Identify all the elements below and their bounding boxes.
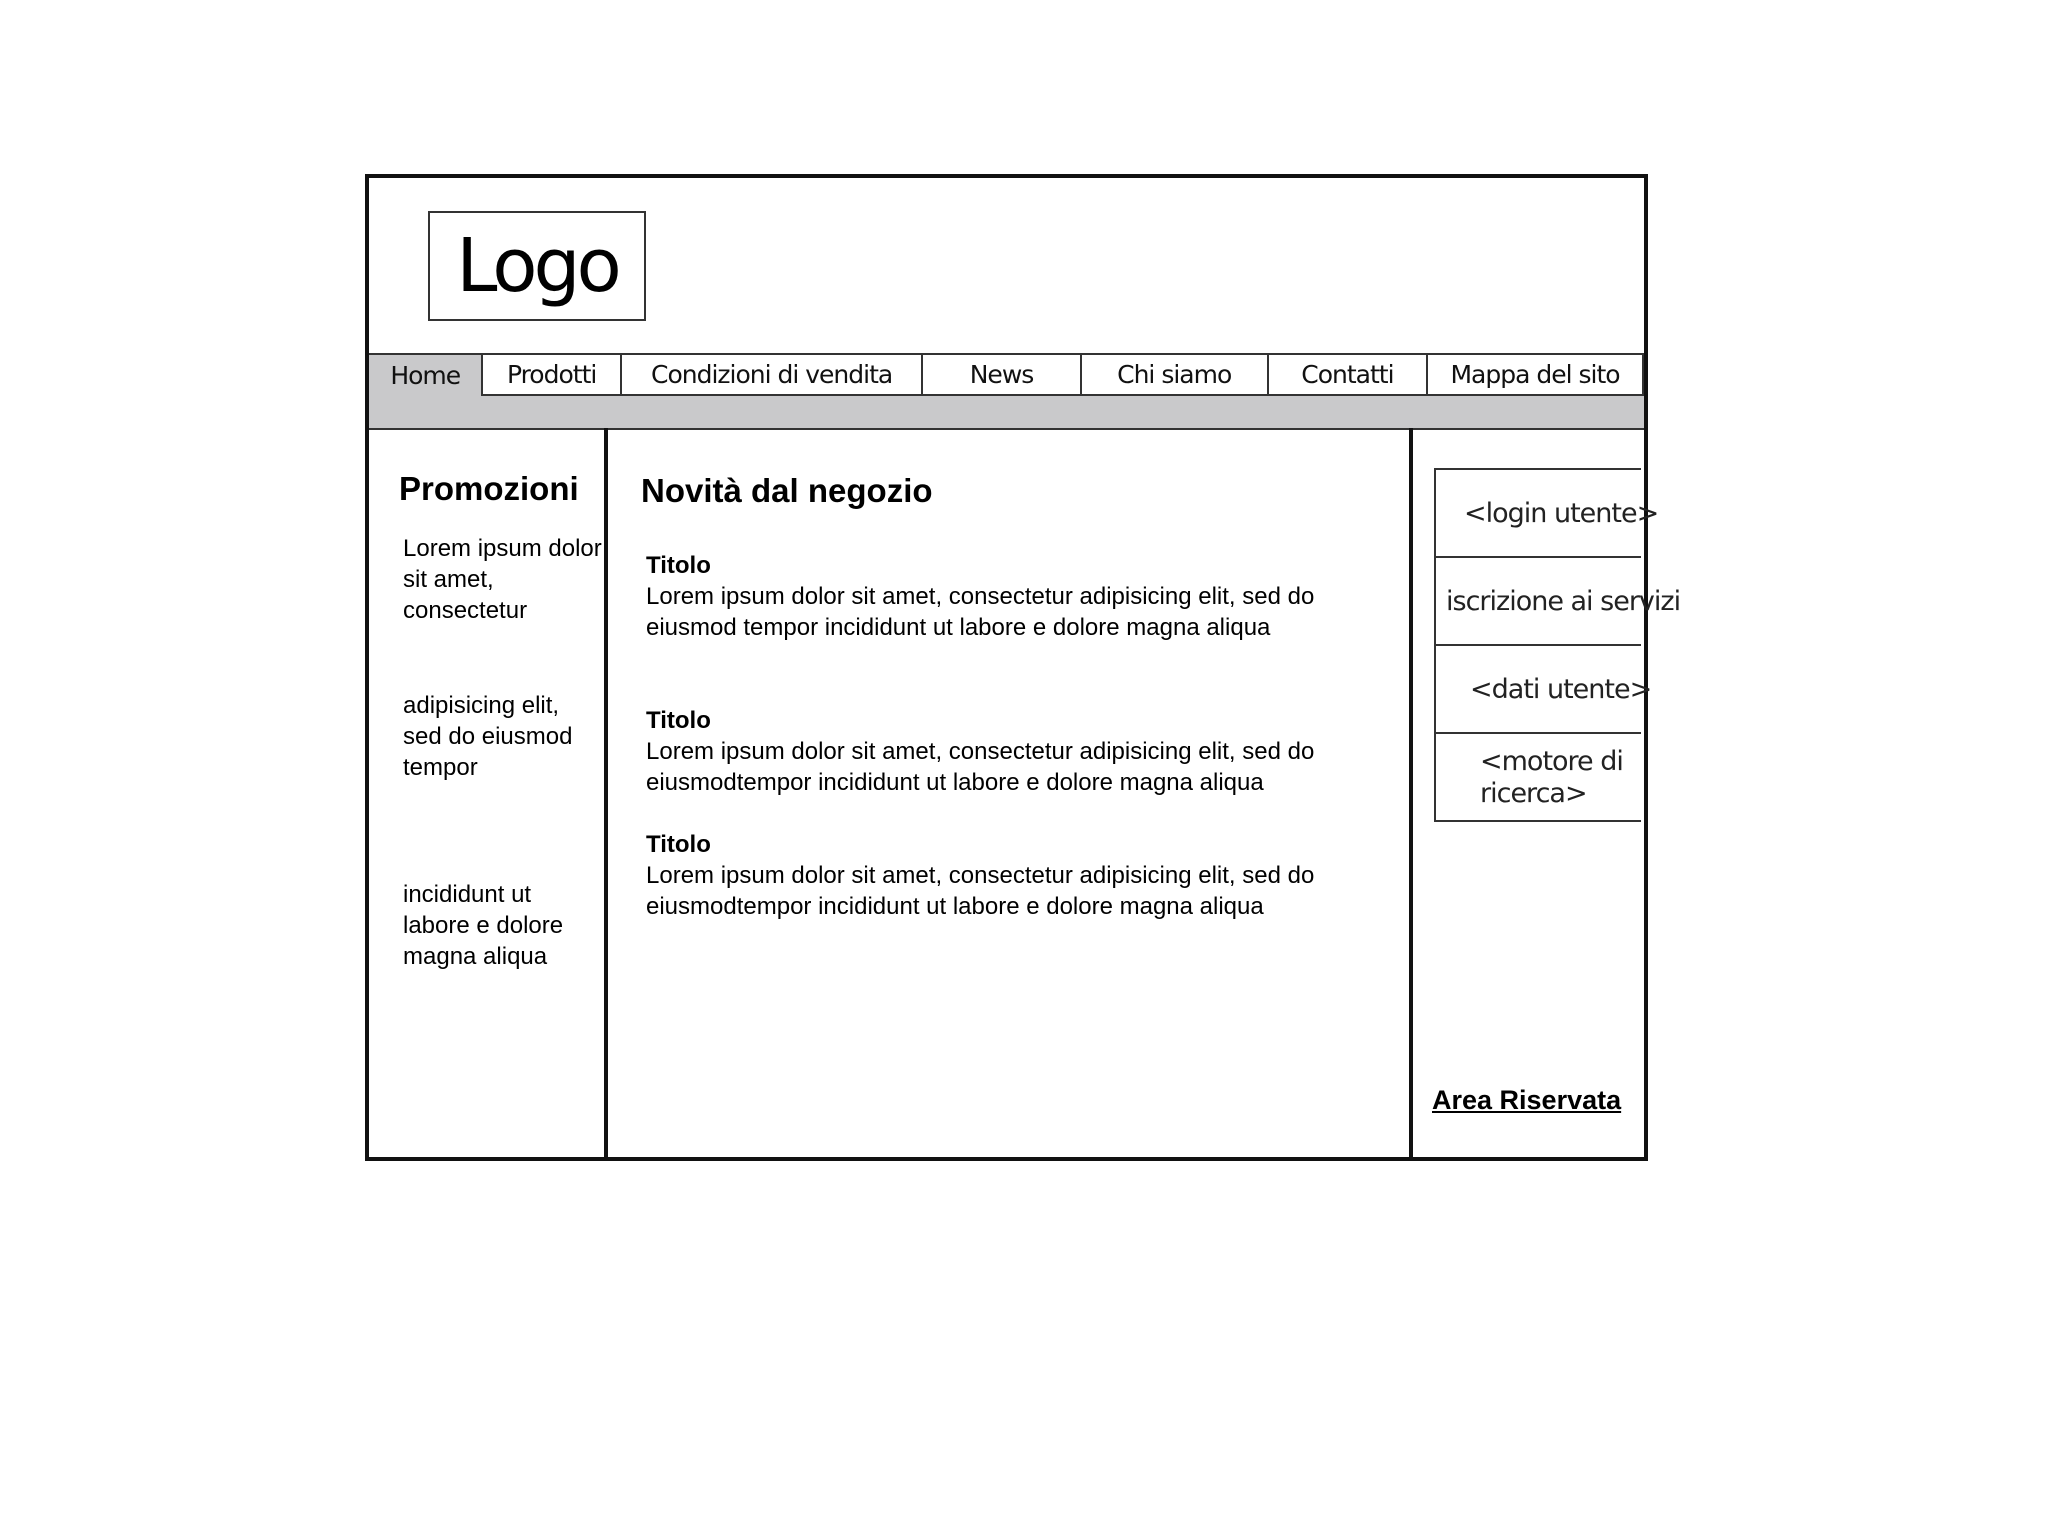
left-column-divider (604, 428, 608, 1161)
nav-tabs (369, 355, 1644, 396)
promotions-title: Promozioni (399, 470, 579, 507)
news-item-body: Lorem ipsum dolor sit amet, consectetur adipisicing elit, sed do eiusmod tempor incididunt ut labore e dolore magna aliqua (646, 583, 1315, 641)
site-logo[interactable]: Logo (428, 211, 646, 321)
tab-news[interactable]: News (921, 355, 1081, 396)
tab-home[interactable]: Home (369, 355, 483, 396)
reserved-area-link[interactable]: Area Riservata (1432, 1085, 1622, 1115)
tab-contatti[interactable]: Contatti (1267, 355, 1428, 396)
page-wireframe (365, 174, 1681, 1161)
news-item (646, 829, 1406, 922)
login-widget[interactable]: <login utente> (1436, 470, 1641, 558)
news-section-title: Novità dal negozio (641, 472, 933, 509)
tab-mappa-del-sito[interactable]: Mappa del sito (1426, 355, 1644, 396)
promotion-text: Lorem ipsum dolor sit amet, consectetur (403, 535, 602, 624)
promotion-text: adipisicing elit, sed do eiusmod tempor (403, 692, 573, 781)
news-item-title[interactable]: Titolo (646, 831, 711, 858)
news-item-title[interactable]: Titolo (646, 707, 711, 734)
services-subscription-link[interactable]: iscrizione ai servizi (1436, 558, 1641, 646)
search-engine-widget[interactable]: <motore di ricerca> (1480, 746, 1623, 809)
news-item-title[interactable]: Titolo (646, 552, 711, 579)
right-column-divider (1409, 428, 1413, 1161)
tab-prodotti[interactable]: Prodotti (481, 355, 621, 396)
user-sidebar-box (1434, 468, 1681, 822)
news-item (646, 705, 1406, 798)
user-data-widget[interactable]: <dati utente> (1436, 646, 1641, 734)
main-navigation (369, 353, 1644, 430)
tab-condizioni-di-vendita[interactable]: Condizioni di vendita (620, 355, 924, 396)
news-item-body: Lorem ipsum dolor sit amet, consectetur adipisicing elit, sed do eiusmodtempor incididunt ut labore e dolore magna aliqua (646, 738, 1315, 796)
promotion-text: incididunt ut labore e dolore magna aliqua (403, 881, 564, 970)
news-item-body: Lorem ipsum dolor sit amet, consectetur adipisicing elit, sed do eiusmodtempor incididunt ut labore e dolore magna aliqua (646, 862, 1315, 920)
news-item (646, 550, 1406, 643)
tab-chi-siamo[interactable]: Chi siamo (1080, 355, 1269, 396)
